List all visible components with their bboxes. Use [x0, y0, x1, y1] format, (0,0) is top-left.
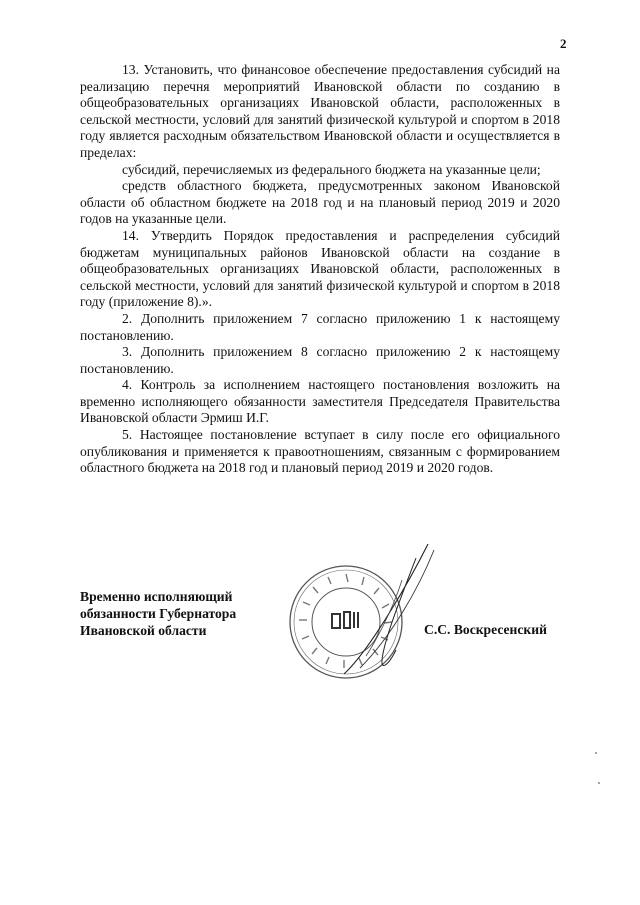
paragraph-item-2: 2. Дополнить приложением 7 согласно приложению 1 к настоящему постановлению. — [80, 310, 560, 343]
paragraph-federal-subsidies: субсидий, перечисляемых из федерального бюджета на указанные цели; — [122, 161, 541, 177]
paragraph-13: 13. Установить, что финансовое обеспечение предоставления субсидий на реализацию перечня мероприятий Ивановской области по созданию в общеобразовательных организациях Ивановской области, расположенных в сельской местности, условий для занятий физической культурой и спортом в 2018 году является расходным обязательством Ивановской области и осуществляется в пределах: — [80, 62, 560, 160]
scan-speck — [595, 752, 597, 754]
page-number: 2 — [560, 36, 567, 51]
signatory-position-line: Ивановской области — [80, 623, 207, 638]
paragraph-14: 14. Утвердить Порядок предоставления и распределения субсидий бюджетам муниципальных районов Ивановской области на создание в общеобразовательных организациях Ивановской области, расположенных в сельской местности, условий для занятий физической культурой и спортом в 2018 году (приложение 8).». — [80, 227, 560, 310]
paragraph-regional-budget: средств областного бюджета, предусмотренных законом Ивановской области об областном бюджете на 2018 год и на плановый период 2019 и 2020 годов на указанные цели. — [80, 178, 560, 227]
signatory-position — [80, 588, 280, 639]
paragraph-item-4: 4. Контроль за исполнением настоящего постановления возложить на временно исполняющего обязанности заместителя Председателя Правительства Ивановской области Эрмиш И.Г. — [80, 377, 560, 426]
document-body — [80, 62, 560, 477]
scan-speck — [598, 782, 600, 784]
paragraph-item-3: 3. Дополнить приложением 8 согласно приложению 2 к настоящему постановлению. — [80, 344, 560, 376]
signatory-name: С.С. Воскресенский — [424, 622, 547, 637]
paragraph-item-5: 5. Настоящее постановление вступает в силу после его официального опубликования и применяется к правоотношениям, связанным с формированием областного бюджета на 2018 год и плановый период 2019 и 2020 годов. — [80, 427, 560, 476]
signatory-position-line: Временно исполняющий — [80, 589, 233, 604]
handwritten-signature — [330, 540, 450, 680]
signatory-position-line: обязанности Губернатора — [80, 606, 237, 621]
